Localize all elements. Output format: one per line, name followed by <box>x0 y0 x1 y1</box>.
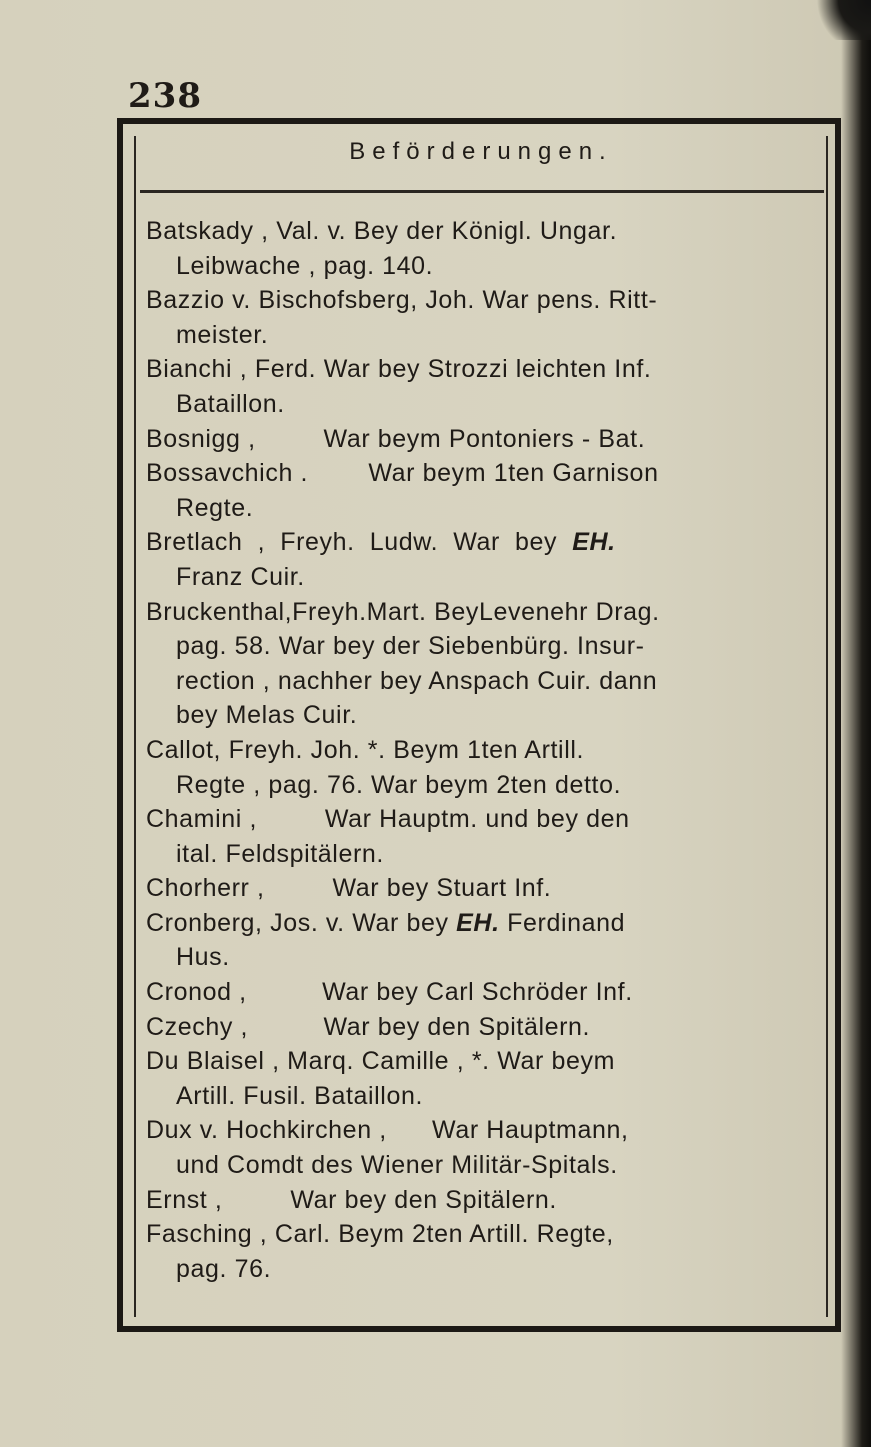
list-item <box>146 975 826 1010</box>
list-item <box>146 733 826 802</box>
entry-name-line: Ernst , War bey den Spitälern. <box>146 1185 557 1214</box>
entry-name-line: Fasching , Carl. Beym 2ten Artill. Regte, <box>146 1220 614 1249</box>
entry-continuation-line: ital. Feldspitälern. <box>176 839 384 868</box>
page-number: 238 <box>128 76 202 116</box>
entry-name-line: Du Blaisel , Marq. Camille , *. War beym <box>146 1047 616 1076</box>
entry-name-line: Batskady , Val. v. Bey der Königl. Ungar. <box>146 217 618 245</box>
corner-ink-blot <box>811 0 871 40</box>
entry-name-line: Bianchi , Ferd. War bey Strozzi leichten Inf. <box>146 355 652 384</box>
entry-name-line: Bruckenthal,Freyh.Mart. BeyLevenehr Drag. <box>146 597 660 626</box>
list-item <box>146 283 826 352</box>
entry-continuation-line: Hus. <box>176 943 230 972</box>
list-item <box>146 214 826 283</box>
list-item <box>146 871 826 906</box>
list-item <box>146 1113 826 1182</box>
list-item <box>146 1217 826 1286</box>
list-item <box>146 1183 826 1218</box>
list-item <box>146 352 826 421</box>
list-item <box>146 906 826 975</box>
section-heading: Beförderungen. <box>349 138 613 165</box>
entry-continuation-line: rection , nachher bey Anspach Cuir. dann <box>176 666 658 695</box>
entry-name-line: Czechy , War bey den Spitälern. <box>146 1012 591 1041</box>
list-item <box>146 1044 826 1113</box>
entry-continuation-line: meister. <box>176 320 269 349</box>
entry-name-line: Dux v. Hochkirchen , War Hauptmann, <box>146 1116 629 1145</box>
entry-name-line: Bazzio v. Bischofsberg, Joh. War pens. Ritt- <box>146 286 658 315</box>
entry-continuation-line: pag. 76. <box>176 1254 272 1283</box>
entry-name-line: Bosnigg , War beym Pontoniers - Bat. <box>146 424 646 453</box>
entry-continuation-line: bey Melas Cuir. <box>176 701 358 730</box>
entry-name-line: Bossavchich . War beym 1ten Garnison <box>146 459 659 488</box>
list-item <box>146 595 826 733</box>
entry-name-line: Chamini , War Hauptm. und bey den <box>146 805 630 834</box>
entry-name-line: Chorherr , War bey Stuart Inf. <box>146 874 552 903</box>
list-item <box>146 525 826 594</box>
list-item <box>146 1010 826 1045</box>
list-item <box>146 456 826 525</box>
entry-name-line: Callot, Freyh. Joh. *. Beym 1ten Artill. <box>146 735 585 764</box>
page-edge-shadow <box>841 0 871 1447</box>
entry-name-line: Bretlach , Freyh. Ludw. War bey EH. <box>146 528 616 557</box>
entry-name-line: Cronod , War bey Carl Schröder Inf. <box>146 978 633 1007</box>
list-item <box>146 802 826 871</box>
heading-divider <box>140 190 824 193</box>
entry-continuation-line: Leibwache , pag. 140. <box>176 251 434 280</box>
entry-list <box>146 214 826 1286</box>
entry-continuation-line: Regte. <box>176 493 254 522</box>
list-item <box>146 422 826 457</box>
entry-name-line: Cronberg, Jos. v. War bey EH. Ferdinand <box>146 908 626 937</box>
entry-continuation-line: Bataillon. <box>176 389 285 418</box>
entry-continuation-line: pag. 58. War bey der Siebenbürg. Insur- <box>176 632 645 661</box>
entry-continuation-line: und Comdt des Wiener Militär-Spitals. <box>176 1151 618 1180</box>
entry-continuation-line: Regte , pag. 76. War beym 2ten detto. <box>176 770 622 799</box>
entry-continuation-line: Franz Cuir. <box>176 562 305 591</box>
entry-continuation-line: Artill. Fusil. Bataillon. <box>176 1081 424 1110</box>
